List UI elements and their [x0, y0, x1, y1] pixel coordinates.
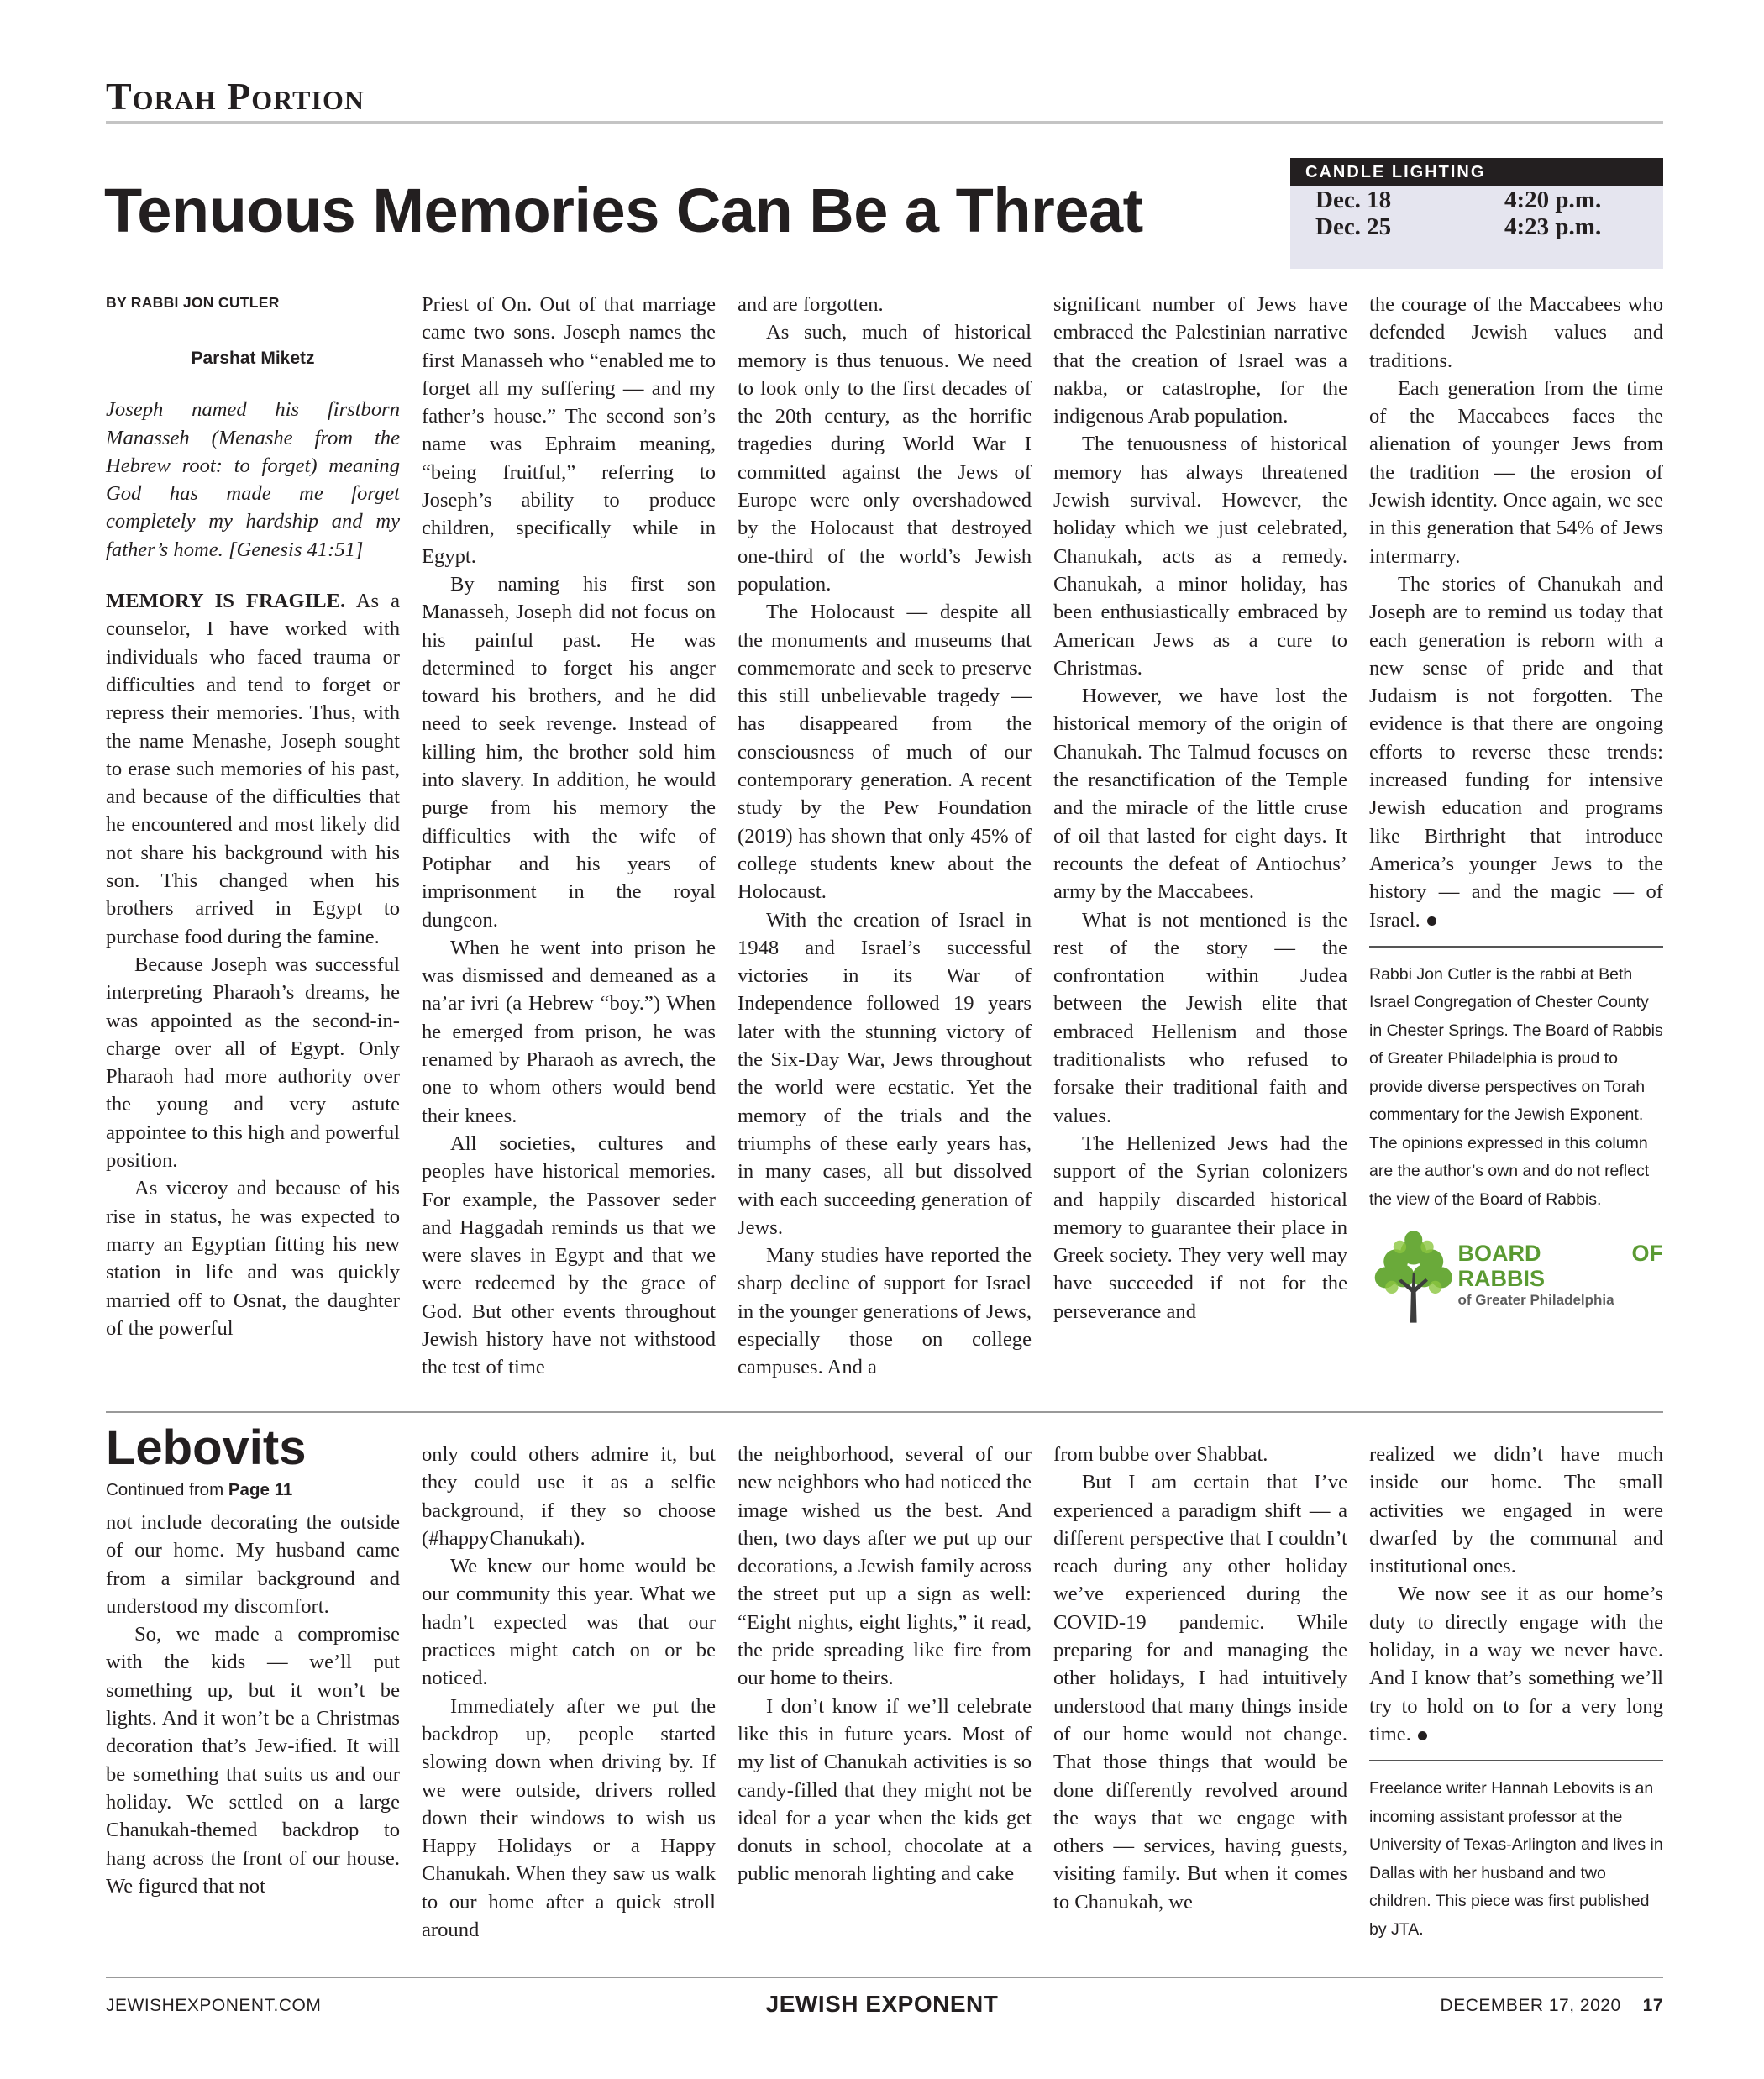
paragraph-text: The stories of Chanukah and Joseph are to remind us today that each generation is reborn with a new sense of pride and that Judaism is not forgotten. The evidence is that there are ongoing efforts to reverse these trends: increased funding for intensive Jewish education and programs like Birthright that introduce America’s younger Jews to the history — and the magic — of Israel.: [1369, 572, 1663, 932]
section-rule: [106, 121, 1663, 124]
lebovits-column-4: [1053, 1441, 1347, 1916]
footer-paper-name: JEWISH EXPONENT: [765, 1991, 999, 2017]
paragraph: Priest of On. Out of that marriage came two sons. Joseph names the first Manasseh who “enabled me to forget all my suffering — and my father’s house.” The second son’s name was Ephraim meaning, “being fruitful,” referring to Joseph’s ability to produce children, specifically while in Egypt.: [422, 293, 716, 568]
paragraph: Each generation from the time of the Maccabees faces the alienation of younger Jews from the tradition — the erosion of Jewish identity. Once again, we see in this generation that 54% of Jews intermarry.: [1369, 376, 1663, 568]
lebovits-title: Lebovits: [106, 1420, 307, 1475]
paragraph: What is not mentioned is the rest of the story — the confrontation within Judea between the Jewish elite that embraced Hellenism and those traditionalists who refused to forsake their traditional faith and values.: [1053, 908, 1347, 1127]
paragraph: When he went into prison he was dismissed and demeaned as a na’ar ivri (a Hebrew “boy.”) When he emerged from prison, he was renamed by Pharaoh as avrech, the one to whom others would bend their knees.: [422, 936, 716, 1127]
footer-date: DECEMBER 17, 2020: [1440, 1996, 1621, 2015]
paragraph: The Holocaust — despite all the monuments and museums that commemorate and seek to preserve this still unbelievable tragedy — has disappeared from the consciousness of much of our contemporary generation. A recent study by the Pew Foundation (2019) has shown that only 45% of college students knew about the Holocaust.: [738, 601, 1032, 904]
continued-from: [106, 1478, 400, 1502]
page-number: 17: [1642, 1996, 1663, 2015]
candle-date: Dec. 25: [1315, 213, 1392, 240]
paragraph: We knew our home would be our community this year. What we hadn’t expected was that our practices might catch on or be noticed.: [422, 1555, 716, 1690]
board-of-rabbis-logo: [1369, 1226, 1663, 1325]
paragraph: The Hellenized Jews had the support of the Syrian colonizers and happily discarded historical memory to guarantee their place in Greek society. They very well may have succeeded if not for the perseverance and: [1053, 1131, 1347, 1323]
byline: BY RABBI JON CUTLER: [106, 294, 280, 311]
paragraph: However, we have lost the historical memory of the origin of Chanukah. The Talmud focuses on the resanctification of the Temple and the miracle of the little cruse of oil that lasted for eight days. It recounts the defeat of Antiochus’ army by the Maccabees.: [1053, 685, 1347, 904]
logo-text: [1457, 1241, 1663, 1310]
headline: Tenuous Memories Can Be a Threat: [104, 176, 1143, 245]
paragraph: All societies, cultures and peoples have historical memories. For example, the Passover seder and Haggadah reminds us that we were slaves in Egypt and that we were redeemed by the grace of God. But other events throughout Jewish history have not withstood the test of time: [422, 1131, 716, 1379]
paragraph: But I am certain that I’ve experienced a paradigm shift — a different perspective that I couldn’t reach during any other holiday we’ve experienced during the COVID-19 pandemic. While preparing for and managing the other holidays, I had intuitively understood that many things inside of our home would not change. That those things that would be done differently revolved around the ways that we engage with others — services, having guests, visiting family. But when it comes to Chanukah, we: [1053, 1471, 1347, 1914]
paragraph: Immediately after we put the backdrop up, people started slowing down when driving by. If we were outside, drivers rolled down their windows to wish us Happy Holidays or a Happy Chanukah. When they saw us walk to our home after a quick stroll around: [422, 1694, 716, 1942]
epigraph: Joseph named his firstborn Manasseh (Menashe from the Hebrew root: to forget) meaning God has made me forget completely my hardship and my father’s home. [Genesis 41:51]: [106, 398, 400, 561]
paragraph-text: We now see it as our home’s duty to directly engage with the holiday, in a way we never have. And I know that’s something we’ll try to hold on to for a very long time.: [1369, 1583, 1663, 1746]
torah-column-1: [106, 292, 400, 1342]
torah-column-5: [1369, 291, 1663, 1325]
continued-prefix: Continued from: [106, 1480, 224, 1499]
logo-line-1: BOARD OF RABBIS: [1457, 1241, 1663, 1292]
logo-line-2: of Greater Philadelphia: [1457, 1292, 1614, 1309]
lead-text: As a counselor, I have worked with individuals who faced trauma or difficulties and tend to forget or repress their memories. Thus, with the name Menashe, Joseph sought to erase such memories of his past, and because of the difficulties that he encountered and most likely did not share his background with his son. This changed when his brothers arrived in Egypt to purchase food during the famine.: [106, 590, 400, 948]
footer-rule: [106, 1977, 1663, 1978]
candle-time: 4:20 p.m.: [1504, 186, 1602, 213]
paragraph: So, we made a compromise with the kids — we’ll put something up, but it won’t be lights. And it won’t be a Christmas decoration that’s Jew-ified. It will be something that suits us and our holiday. We settled on a large Chanukah-themed backdrop to hang across the front of our house. We figured that not: [106, 1623, 400, 1898]
continued-page: Page 11: [228, 1480, 293, 1499]
end-mark-icon: [1427, 916, 1436, 926]
candle-lighting-label: CANDLE LIGHTING: [1290, 158, 1663, 186]
paragraph: only could others admire it, but they could use it as a selfie background, if they so choose (#happyChanukah).: [422, 1443, 716, 1550]
bio-divider: [1369, 946, 1663, 948]
candle-date: Dec. 18: [1315, 186, 1392, 213]
lebovits-column-5: [1369, 1441, 1663, 1944]
paragraph: not include decorating the outside of our home. My husband came from a similar background and understood my discomfort.: [106, 1511, 400, 1618]
paragraph: [1369, 1580, 1663, 1748]
paragraph: Because Joseph was successful interpreting Pharaoh’s dreams, he was appointed as the second-in-charge over all of Egypt. Only Pharaoh had more authority over the young and very astute appointee to this high and powerful position.: [106, 953, 400, 1173]
candle-time: 4:23 p.m.: [1504, 213, 1602, 240]
tree-icon: [1369, 1226, 1457, 1325]
torah-column-3: [738, 291, 1032, 1382]
lebovits-column-3: [738, 1441, 1032, 1888]
paragraph: significant number of Jews have embraced the Palestinian narrative that the creation of Israel was a nakba, or catastrophe, for the indigenous Arab population.: [1053, 293, 1347, 428]
paragraph: With the creation of Israel in 1948 and Israel’s successful victories in its War of Independence followed 19 years later with the stunning victory of the Six-Day War, Jews throughout the world were ecstatic. Yet the memory of the trials and the triumphs of these early years has, in many cases, all but dissolved with each succeeding generation of Jews.: [738, 908, 1032, 1239]
paragraph: and are forgotten.: [738, 293, 884, 316]
paragraph: I don’t know if we’ll celebrate like this in future years. Most of my list of Chanukah activities is so candy-filled that they might not be ideal for a year when the kids get donuts in school, chocolate at a public menorah lighting and cake: [738, 1694, 1032, 1886]
candle-row: [1290, 213, 1663, 240]
lebovits-column-2: [422, 1441, 716, 1944]
lead-paragraph: [106, 587, 400, 951]
section-divider: [106, 1411, 1663, 1413]
paragraph: from bubbe over Shabbat.: [1053, 1443, 1268, 1466]
lead-caps: MEMORY IS FRAGILE.: [106, 590, 346, 613]
paragraph: realized we didn’t have much inside our home. The small activities we engaged in were dwarfed by the communal and institutional ones.: [1369, 1443, 1663, 1578]
candle-lighting-box: [1290, 158, 1663, 269]
paragraph: [1369, 570, 1663, 934]
paragraph: Many studies have reported the sharp decline of support for Israel in the younger generations of Jews, especially those on college campuses. And a: [738, 1244, 1032, 1379]
candle-row: [1290, 186, 1663, 213]
author-bio: Rabbi Jon Cutler is the rabbi at Beth Israel Congregation of Chester County in Chester Springs. The Board of Rabbis of Greater Philadelphia is proud to provide diverse perspectives on Torah commentary for the Jewish Exponent. The opinions expressed in this column are the author’s own and do not reflect the view of the Board of Rabbis.: [1369, 964, 1663, 1209]
footer-date-page: [1441, 1996, 1663, 2016]
paragraph: As viceroy and because of his rise in status, he was expected to marry an Egyptian fitting his new station in life and was quickly married off to Osnat, the daughter of the powerful: [106, 1177, 400, 1340]
torah-column-2: [422, 291, 716, 1382]
paragraph: By naming his first son Manasseh, Joseph did not focus on his painful past. He was determined to forget his anger toward his brothers, and he did need to seek revenge. Instead of killing him, the brother sold him into slavery. In addition, he would purge from his memory the difficulties with the wife of Potiphar and his years of imprisonment in the royal dungeon.: [422, 572, 716, 932]
footer-site: JEWISHEXPONENT.COM: [106, 1996, 322, 2015]
bio-divider: [1369, 1760, 1663, 1761]
parshat-name: Parshat Miketz: [191, 349, 315, 368]
paragraph: the courage of the Maccabees who defended Jewish values and traditions.: [1369, 293, 1663, 372]
torah-column-4: [1053, 291, 1347, 1326]
end-mark-icon: [1418, 1731, 1427, 1740]
lebovits-column-1: [106, 1420, 400, 1900]
paragraph: As such, much of historical memory is thus tenuous. We need to look only to the first decades of the 20th century, as the horrific tragedies during World War I committed against the Jews of Europe were only overshadowed by the Holocaust that destroyed one-third of the world’s Jewish population.: [738, 321, 1032, 596]
paragraph: the neighborhood, several of our new neighbors who had noticed the image wished us the best. And then, two days after we put up our decorations, a Jewish family across the street put up a sign as well: “Eight nights, eight lights,” it read, the pride spreading like fire from our home to theirs.: [738, 1443, 1032, 1690]
author-bio: Freelance writer Hannah Lebovits is an incoming assistant professor at the University of Texas-Arlington and lives in Dallas with her husband and two children. This piece was first published by JTA.: [1369, 1779, 1663, 1939]
paragraph: The tenuousness of historical memory has always threatened Jewish survival. However, the holiday which we just celebrated, Chanukah, acts as a remedy. Chanukah, a minor holiday, has been enthusiastically embraced by American Jews as a cure to Christmas.: [1053, 433, 1347, 680]
section-heading: Torah Portion: [106, 75, 365, 118]
